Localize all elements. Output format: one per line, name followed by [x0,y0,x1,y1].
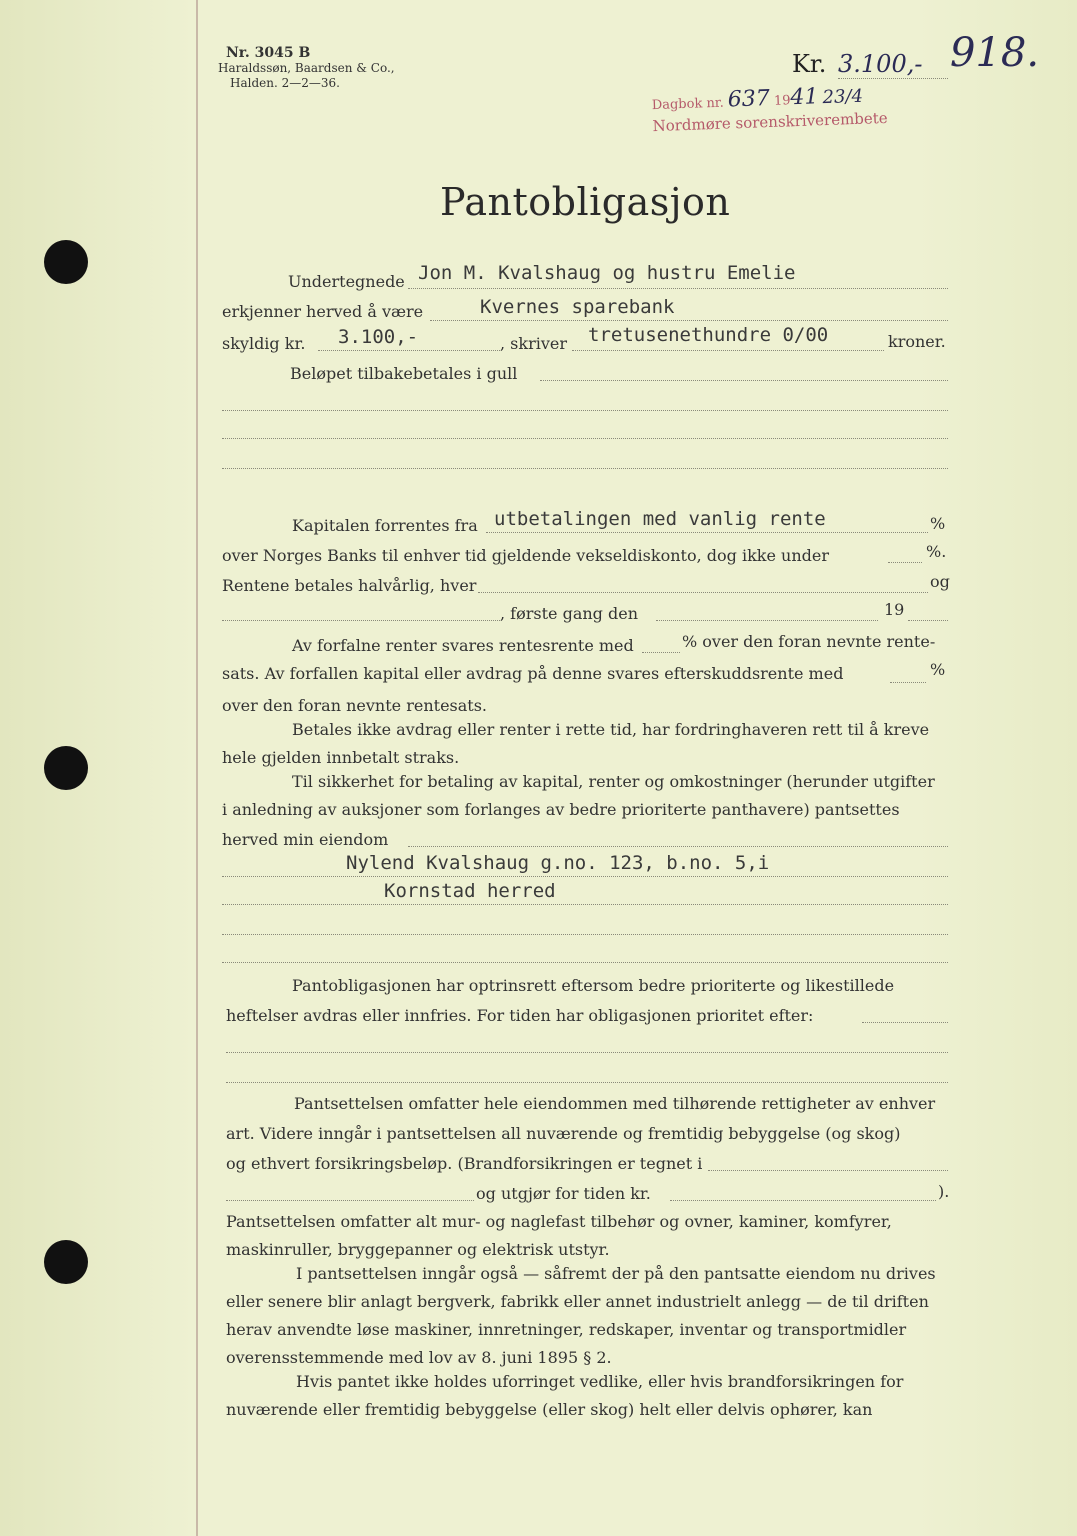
av-forfalne-tail: % over den foran nevnte rente- [682,632,936,651]
page-number: 918. [950,30,1040,76]
pant-dotline-1 [862,1022,948,1023]
erkjenner-value: Kvernes sparebank [480,296,675,318]
industri-line-3: herav anvendte løse maskiner, innretninger, redskaper, inventar og transportmidler [226,1320,907,1339]
belopet-dotline [540,380,948,381]
punch-hole-1 [44,240,88,284]
year-19: 19 [884,600,905,619]
property-line-1: Nylend Kvalshaug g.no. 123, b.no. 5,i [346,852,770,874]
industri-line-2: eller senere blir anlagt bergverk, fabrikk eller annet industrielt anlegg — de til driften [226,1292,929,1311]
omfatter-line-3: og ethvert forsikringsbeløp. (Brandforsikringen er tegnet i [226,1154,703,1173]
omfatter-line-6: maskinruller, bryggepanner og elektrisk utstyr. [226,1240,610,1259]
pant-dotline-2 [226,1052,948,1053]
over-den-text: over den foran nevnte rentesats. [222,696,488,715]
property-dotline-2 [222,904,948,905]
forste-gang-text: , første gang den [500,604,638,623]
til-line-1: Til sikkerhet for betaling av kapital, renter og omkostninger (herunder utgifter [292,772,935,791]
skyldig-label: skyldig kr. [222,334,306,353]
year-prefix: 19 [773,93,791,109]
over-norges-text: over Norges Banks til enhver tid gjeldende vekseldiskonto, dog ikke under [222,546,829,565]
kapitalen-dotline [486,532,928,533]
erkjenner-dotline [430,320,948,321]
kroner-label: kroner. [888,332,946,351]
sats-text: sats. Av forfallen kapital eller avdrag på denne svares efterskuddsrente med [222,664,844,683]
omfatter-line-4-end: ). [938,1182,950,1201]
rentene-dotline [478,592,928,593]
forste-lead-dotline [222,620,500,621]
percent-1: % [930,514,946,533]
til-line-3: herved min eiendom [222,830,389,849]
amount-dotline [838,78,948,79]
betales-line-1: Betales ikke avdrag eller renter i rette tid, har fordringhaveren rett til å kreve [292,720,930,739]
dagbok-number: 637 [727,85,771,113]
pant-dotline-3 [226,1082,948,1083]
forste-gang-dotline [656,620,878,621]
blank-line-1 [222,410,948,411]
blank-line-2 [222,438,948,439]
property-dotline-3 [222,934,948,935]
registration-stamp [651,82,888,135]
percent-3: % [930,660,946,679]
stamp-office: Nordmøre sorenskriverembete [652,108,888,136]
undertegnede-dotline [408,288,948,289]
year-dotline [908,620,948,621]
sats-dotline [890,682,926,683]
omfatter-line-2: art. Videre inngår i pantsettelsen all nuværende og fremtidig bebyggelse (og skog) [226,1124,901,1143]
blank-line-3 [222,468,948,469]
og-1: og [930,572,950,591]
property-line-2: Kornstad herred [384,880,556,902]
amount-value: 3.100,- [838,50,923,78]
undertegnede-label: Undertegnede [288,272,405,291]
printer-info [218,46,395,91]
printer-line-1: Haraldssøn, Baardsen & Co., [218,61,395,75]
stamp-date: 23/4 [822,85,864,109]
punch-hole-2 [44,746,88,790]
rentene-text: Rentene betales halvårlig, hver [222,576,477,595]
skriver-label: , skriver [500,334,567,353]
printer-line-2: Halden. 2—2—36. [230,76,340,90]
omfatter-line-5: Pantsettelsen omfatter alt mur- og naglefast tilbehør og ovner, kaminer, komfyrer, [226,1212,892,1231]
margin-line [196,0,198,1536]
skyldig-dotline [318,350,500,351]
skriver-value: tretusenethundre 0/00 [588,324,829,346]
pant-line-1: Pantobligasjonen har optrinsrett eftersom bedre prioriterte og likestillede [292,976,895,995]
dagbok-label: Dagbok nr. [651,95,724,114]
pant-line-2: heftelser avdras eller innfries. For tiden har obligasjonen prioritet efter: [226,1006,814,1025]
industri-line-4: overensstemmende med lov av 8. juni 1895 § 2. [226,1348,612,1367]
til-dotline [408,846,948,847]
skriver-dotline [572,350,884,351]
amount-label: Kr. [792,50,827,78]
industri-line-1: I pantsettelsen inngår også — såfremt der på den pantsatte eiendom nu drives [296,1264,936,1283]
av-forfalne-dotline [642,652,680,653]
av-forfalne-text: Av forfalne renter svares rentesrente med [292,636,634,655]
belopet-text: Beløpet tilbakebetales i gull [290,364,518,383]
betales-line-2: hele gjelden innbetalt straks. [222,748,460,767]
punch-hole-3 [44,1240,88,1284]
hvis-line-2: nuværende eller fremtidig bebyggelse (eller skog) helt eller delvis ophører, kan [226,1400,873,1419]
document-title: Pantobligasjon [440,180,731,224]
erkjenner-label: erkjenner herved å være [222,302,424,321]
til-line-2: i anledning av auksjoner som forlanges av bedre prioriterte panthavere) pantsettes [222,800,900,819]
omfatter-line-4: og utgjør for tiden kr. [476,1184,651,1203]
hvis-line-1: Hvis pantet ikke holdes uforringet vedlike, eller hvis brandforsikringen for [296,1372,904,1391]
omfatter-dotline-2 [226,1200,474,1201]
over-norges-dotline [888,562,922,563]
form-number: Nr. 3045 B [226,45,311,61]
percent-2: %. [926,542,947,561]
kapitalen-label: Kapitalen forrentes fra [292,516,478,535]
omfatter-dotline-3 [670,1200,936,1201]
property-dotline-4 [222,962,948,963]
omfatter-dotline-1 [708,1170,948,1171]
skyldig-value: 3.100,- [338,326,419,348]
property-dotline-1 [222,876,948,877]
kapitalen-value: utbetalingen med vanlig rente [494,508,826,530]
undertegnede-value: Jon M. Kvalshaug og hustru Emelie [418,262,796,284]
year-suffix: 41 [789,84,819,111]
omfatter-line-1: Pantsettelsen omfatter hele eiendommen med tilhørende rettigheter av enhver [294,1094,936,1113]
